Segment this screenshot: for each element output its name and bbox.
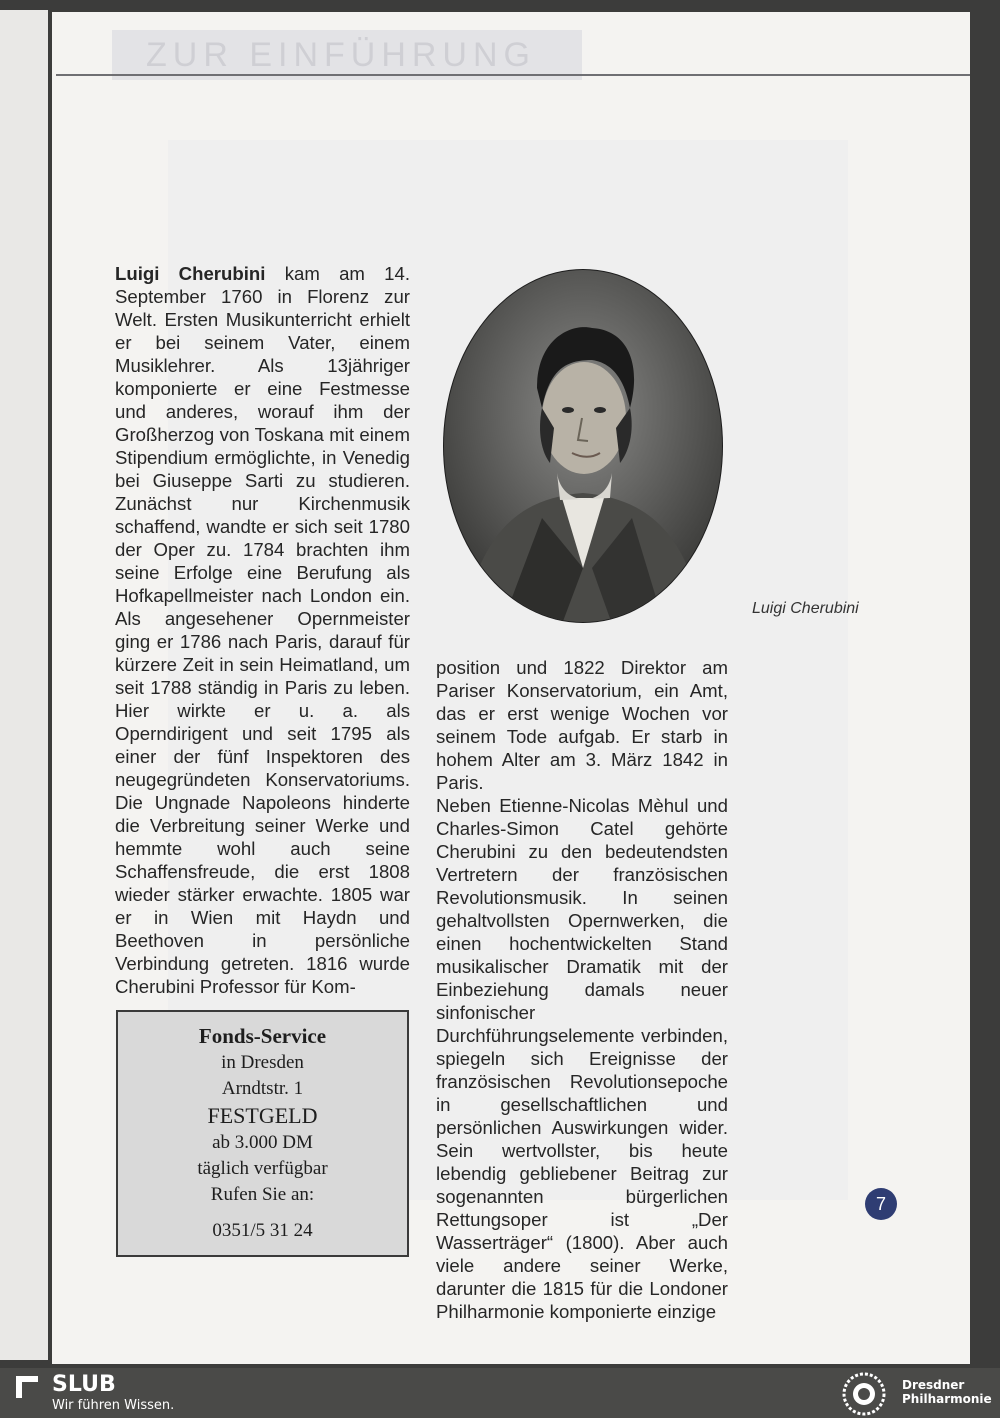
show-through-header: ZUR EINFÜHRUNG (112, 30, 582, 80)
article-column-2 (436, 656, 728, 1323)
ad-city: in Dresden (221, 1052, 304, 1073)
footer-bar (0, 1368, 1000, 1418)
advertisement-box (116, 1010, 409, 1257)
portrait (442, 268, 724, 624)
ad-availability: täglich verfügbar (197, 1158, 328, 1179)
portrait-caption: Luigi Cherubini (752, 600, 859, 617)
slub-logo-icon[interactable] (16, 1376, 38, 1398)
portrait-engraving (442, 268, 724, 624)
partner-name[interactable]: Dresdner Philharmonie (902, 1378, 992, 1406)
lead-name: Luigi Cherubini (115, 263, 266, 284)
column-1-text: kam am 14. September 1760 in Florenz zur Welt. Ersten Musikunterricht erhielt er bei seinem Vater, einem Musiklehrer. Als 13jähriger komponierte er eine Festmesse und anderes, worauf ihm der Großherzog von Toskana mit einem Stipendium ermöglichte, in Venedig bei Giuseppe Sarti zu studieren. Zunächst nur Kirchenmusik schaffend, wandte er sich seit 1780 der Oper zu. 1784 brachten ihm seine Erfolge eine Berufung als Hofkapellmeister nach London ein. Als angesehener Opernmeister ging er 1786 nach Paris, darauf für kürzere Zeit in sein Heimatland, um seit 1788 ständig in Paris zu leben. Hier wirkte er u. a. als Operndirigent und seit 1795 als einer der fünf Inspektoren des neugegründeten Konservatoriums. Die Ungnade Napoleons hinderte die Verbreitung seiner Werke und hemmte wohl auch seine Schaffensfreude, die erst 1808 wieder stärker erwachte. 1805 war er in Wien mit Haydn und Beethoven in persönliche Verbindung getreten. 1816 wurde Cherubini Professor für Kom- (115, 263, 410, 997)
ad-minimum: ab 3.000 DM (212, 1132, 313, 1153)
page-number-badge: 7 (865, 1188, 897, 1220)
slub-name[interactable]: SLUB (52, 1372, 116, 1397)
document-page (52, 12, 970, 1364)
ad-product: FESTGELD (207, 1103, 318, 1128)
ad-call-to-action: Rufen Sie an: (210, 1184, 315, 1205)
slub-tagline: Wir führen Wissen. (52, 1398, 175, 1413)
ad-title: Fonds-Service (198, 1024, 327, 1048)
dresdner-philharmonie-logo-icon[interactable] (842, 1372, 886, 1416)
column-2-paragraph-2: Neben Etienne-Nicolas Mèhul und Charles-Simon Catel gehörte Cherubini zu den bedeutendsten Vertretern der französischen Revolutionsmusik. In seinen gehaltvollsten Opernwerken, die einen hochentwickelten Stand musikalischer Dramatik mit der Einbeziehung damals neuer sinfonischer Durchführungselemente verbinden, spiegeln sich Ereignisse der französischen Revolutionsepoche in gesellschaftlichen und persönlichen Auswirkungen wider. Sein wertvollster, bis heute lebendig gebliebener Beitrag zur sogenannten bürgerlichen Rettungsoper ist „Der Wasserträger“ (1800). Aber auch viele andere seiner Werke, darunter die 1815 für die Londoner Philharmonie komponierte einzige (436, 795, 728, 1322)
facing-page-edge (0, 10, 48, 1360)
ad-address: Arndtstr. 1 (221, 1078, 304, 1099)
header-rule (56, 74, 970, 76)
article-column-1 (115, 262, 410, 998)
column-2-paragraph-1: position und 1822 Direktor am Pariser Konservatorium, ein Amt, das er erst wenige Wochen vor seinem Tode aufgab. Er starb in hohem Alter am 3. März 1842 in Paris. (436, 657, 728, 793)
ad-phone: 0351/5 31 24 (212, 1220, 313, 1241)
